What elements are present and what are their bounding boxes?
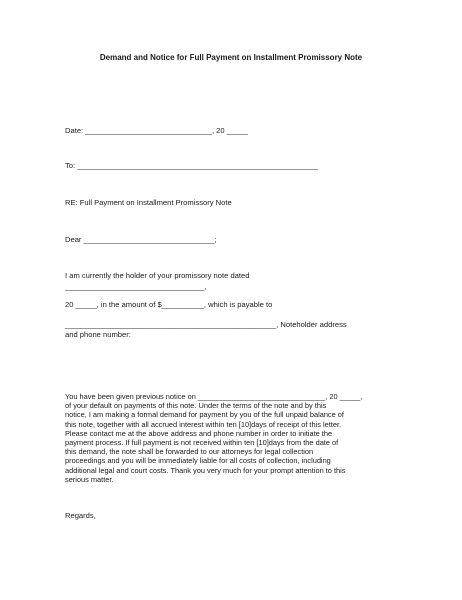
salutation-line: Dear _______________________________;	[65, 235, 217, 244]
notice-paragraph	[65, 392, 410, 484]
closing: Regards,	[65, 511, 96, 520]
paragraph-line: You have been given previous notice on _______________________________, 20 _____,	[65, 392, 363, 401]
paragraph-line: this demand, the note shall be forwarded to our attorneys for legal collection	[65, 447, 314, 457]
paragraph-line: proceedings and you will be immediately liable for all costs of collection, including	[65, 456, 331, 466]
holder-statement-date-blank: _________________________________,	[65, 282, 207, 291]
paragraph-line: of your default on payments of this note. Under the terms of the note and by this	[65, 401, 327, 411]
holder-statement: I am currently the holder of your promissory note dated	[65, 271, 250, 280]
re-line: RE: Full Payment on Installment Promissory Note	[65, 198, 232, 207]
amount-line: 20 _____, in the amount of $__________, which is payable to	[65, 300, 273, 309]
paragraph-line: additional legal and court costs. Thank you very much for your prompt attention to this	[65, 465, 346, 475]
date-line: Date: ______________________________, 20 _____	[65, 126, 248, 135]
paragraph-line: notice, I am making a formal demand for payment by you of the full unpaid balance of	[65, 410, 344, 420]
to-line: To: _________________________________________________________	[65, 161, 318, 170]
phone-number-line: and phone number:	[65, 330, 131, 339]
paragraph-line: Please contact me at the above address and phone number in order to initiate the	[65, 428, 333, 438]
document-title: Demand and Notice for Full Payment on Installment Promissory Note	[99, 53, 363, 62]
paragraph-line: payment process. If full payment is not received within ten [10]days from the date of	[65, 438, 339, 448]
paragraph-line: this note, together with all accrued interest within ten [10]days of receipt of this letter.	[65, 419, 342, 429]
noteholder-address-line: __________________________________________________, Noteholder address	[65, 320, 347, 329]
paragraph-line: serious matter.	[65, 474, 114, 484]
